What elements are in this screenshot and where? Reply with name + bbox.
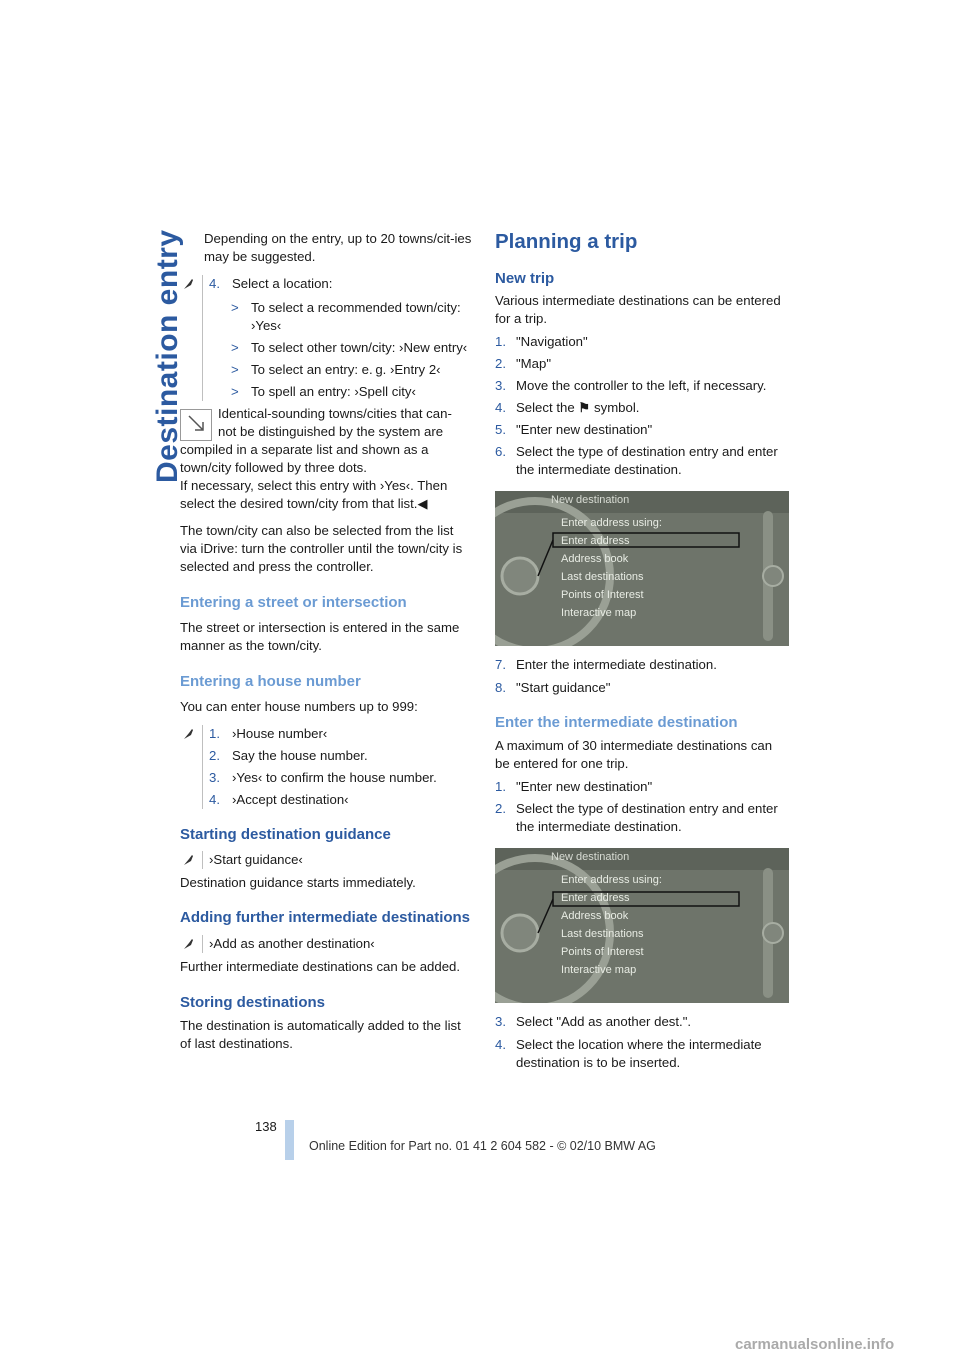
list-item: 1. ›House number‹ xyxy=(209,726,328,741)
section-title: Planning a trip xyxy=(495,230,638,253)
list-item: 1. "Enter new destination" xyxy=(495,779,653,794)
list-item xyxy=(209,275,473,293)
list-item: 3. ›Yes‹ to confirm the house number. xyxy=(209,770,437,785)
street-text: The street or intersection is entered in the same manner as the town/city. xyxy=(180,620,460,653)
list-item: 3. Select "Add as another dest.". xyxy=(495,1014,692,1029)
note-text: If necessary, select this entry with ›Yes‹. Then select the desired town/city from that list.◀ xyxy=(180,478,448,511)
list-item: 2. Say the house number. xyxy=(209,748,368,763)
adding-heading: Adding further intermediate destinations xyxy=(180,909,471,926)
footer-accent-bar xyxy=(285,1120,294,1160)
screen-item: Address book xyxy=(561,553,629,565)
footer-text: Online Edition for Part no. 01 41 2 604 582 - © 02/10 BMW AG xyxy=(309,1139,656,1153)
note-text: compiled in a separate list and shown as a town/city followed by three dots. xyxy=(180,442,429,475)
screen-title: New destination xyxy=(551,494,630,506)
voice-block-select-location xyxy=(202,275,473,401)
house-heading: Entering a house number xyxy=(180,673,361,690)
list-item: 5. "Enter new destination" xyxy=(495,422,653,437)
intro-text: Depending on the entry, up to 20 towns/cit-ies may be suggested. xyxy=(204,231,472,264)
chapter-title-text: Destination entry xyxy=(151,229,184,483)
destination-flag-icon: ⚑ xyxy=(578,400,591,415)
microphone-icon xyxy=(181,727,195,741)
idrive-screenshot xyxy=(495,491,789,646)
option-text: To select an entry: e. g. ›Entry 2‹ xyxy=(251,362,441,377)
list-item: 4. ›Accept destination‹ xyxy=(209,792,349,807)
screen-item: Enter address xyxy=(561,892,630,904)
microphone-icon xyxy=(181,277,195,291)
option-item: > To select a recommended town/city: ›Yes‹ xyxy=(231,300,461,333)
screen-item: Enter address using: xyxy=(561,874,662,886)
page-number: 138 xyxy=(255,1119,277,1134)
microphone-icon xyxy=(181,853,195,867)
screen-item: Interactive map xyxy=(561,964,637,976)
option-item: > To spell an entry: ›Spell city‹ xyxy=(231,384,416,399)
adding-text: Further intermediate destinations can be added. xyxy=(180,959,461,974)
list-item: 1. "Navigation" xyxy=(495,334,588,349)
list-item: 2. "Map" xyxy=(495,356,552,371)
idrive-screenshot xyxy=(495,848,789,1003)
list-item: 7. Enter the intermediate destination. xyxy=(495,657,717,672)
screen-title: New destination xyxy=(551,851,630,863)
screen-item: Address book xyxy=(561,910,629,922)
new-trip-text: Various intermediate destinations can be entered for a trip. xyxy=(495,293,781,326)
screen-item: Interactive map xyxy=(561,607,637,619)
watermark: carmanualsonline.info xyxy=(735,1336,895,1353)
note-arrow-icon xyxy=(180,409,212,441)
screen-item: Last destinations xyxy=(561,928,644,940)
house-text: You can enter house numbers up to 999: xyxy=(180,699,418,714)
option-text: To select other town/city: ›New entry‹ xyxy=(251,340,468,355)
option-text: To spell an entry: ›Spell city‹ xyxy=(251,384,416,399)
voice-block-house-number xyxy=(202,725,473,809)
option-item: > To select an entry: e. g. ›Entry 2‹ xyxy=(231,362,441,377)
note-block xyxy=(180,405,473,513)
microphone-icon xyxy=(181,937,195,951)
step-number: 4. xyxy=(209,276,220,291)
list-item: 4. Select the location where the intermediate destination is to be inserted. xyxy=(495,1037,762,1070)
storing-text: The destination is automatically added to the list of last destinations. xyxy=(180,1018,461,1051)
voice-block-adding xyxy=(202,935,473,953)
enter-text: A maximum of 30 intermediate destinations can be entered for one trip. xyxy=(495,738,773,771)
start-heading: Starting destination guidance xyxy=(180,826,391,843)
right-column xyxy=(495,230,790,1072)
voice-command: ›Add as another destination‹ xyxy=(209,936,375,951)
note-text: not be distinguished by the system are xyxy=(218,424,444,439)
voice-command: ›Start guidance‹ xyxy=(209,852,303,867)
street-heading: Entering a street or intersection xyxy=(180,594,407,611)
screen-item: Enter address using: xyxy=(561,517,662,529)
storing-heading: Storing destinations xyxy=(180,994,326,1011)
list-item: 4. Select the ⚑ symbol. xyxy=(495,400,640,415)
enter-heading: Enter the intermediate destination xyxy=(495,714,738,731)
screen-item: Enter address xyxy=(561,535,630,547)
screen-item: Points of Interest xyxy=(561,589,644,601)
option-item: > To select other town/city: ›New entry‹ xyxy=(231,340,468,355)
note-text: Identical-sounding towns/cities that can- xyxy=(218,406,452,421)
sidebar-chapter-title xyxy=(96,225,184,485)
list-item: 2. Select the type of destination entry and enter the intermediate destination. xyxy=(495,801,778,834)
voice-block-start xyxy=(202,851,473,869)
option-text: To select a recommended town/city: ›Yes‹ xyxy=(251,300,461,333)
idrive-text: The town/city can also be selected from the list via iDrive: turn the controller until the town/city is selected and press the controller. xyxy=(180,523,463,574)
step-text: Select a location: xyxy=(232,276,333,291)
list-item: 6. Select the type of destination entry and enter the intermediate destination. xyxy=(495,444,778,477)
left-column xyxy=(180,230,473,1053)
new-trip-heading: New trip xyxy=(495,270,555,287)
start-text: Destination guidance starts immediately. xyxy=(180,875,416,890)
screen-item: Points of Interest xyxy=(561,946,644,958)
list-item: 8. "Start guidance" xyxy=(495,680,611,695)
list-item: 3. Move the controller to the left, if necessary. xyxy=(495,378,767,393)
screen-item: Last destinations xyxy=(561,571,644,583)
